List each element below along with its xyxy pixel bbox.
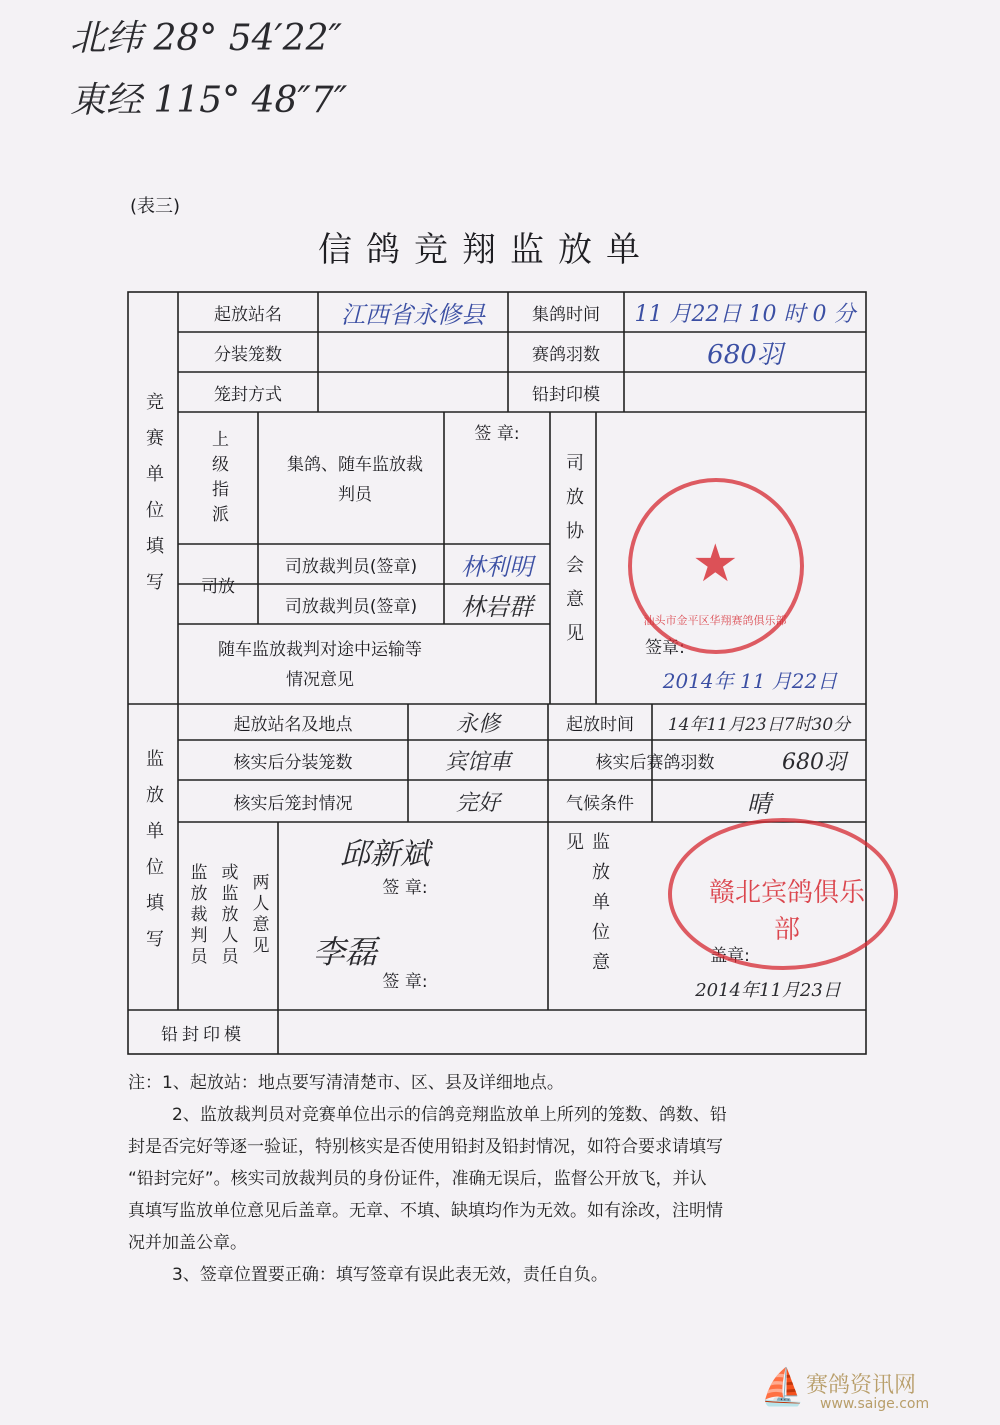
section2-side-label: 监放单位填写	[143, 749, 164, 965]
launch-station-value: 江西省永修县	[341, 300, 485, 329]
verified-seal-label: 核实后笼封情况	[233, 793, 353, 814]
release-referee-signature-1: 林利明	[461, 552, 533, 581]
verified-pigeon-label: 核实后赛鸽羽数	[595, 752, 715, 773]
supervisor-signature-2: 李磊	[312, 933, 377, 971]
note-5: 真填写监放单位意见后盖章。无章、不填、缺填均作为无效。如有涂改，注明情	[128, 1201, 723, 1221]
cage-count-label: 分装笼数	[214, 344, 282, 365]
section1-side-label: 竞赛单位填写	[143, 392, 164, 608]
verified-cage-value: 宾馆車	[444, 749, 511, 775]
note-3: 封是否完好等逐一验证，特别核实是否使用铅封及铅封情况，如符合要求请填写	[128, 1137, 723, 1157]
supervisor-signature-1: 邱新斌	[340, 837, 430, 872]
bottom-seal-label: 铅封印模	[161, 1024, 245, 1045]
sign-label-4: 签 章:	[382, 971, 428, 992]
note-4: “铅封完好”。核实司放裁判员的身份证件，准确无误后，监督公开放飞，并认	[128, 1169, 707, 1189]
release-time-value: 14年11月23日7时30分	[667, 714, 851, 735]
gather-time-value: 11 月22日 10 时 0 分	[634, 301, 856, 327]
seal-method-label: 笼封方式	[214, 384, 282, 405]
escort-referee-label: 集鸽、随车监放裁判员	[287, 455, 423, 505]
superior-assign-text: 上级指派	[208, 430, 228, 530]
weather-value: 晴	[747, 789, 771, 818]
note-7: 3、签章位置要正确：填写签章有误此表无效，责任自负。	[172, 1265, 608, 1285]
club-stamp-1: ★ 汕头市金平区华翔赛鸽俱乐部	[628, 478, 804, 654]
note-2: 2、监放裁判员对竞赛单位出示的信鸽竞翔监放单上所列的笼数、鸽数、铅	[172, 1105, 727, 1125]
watermark-logo: ⛵	[760, 1367, 805, 1408]
pigeon-count-value: 680羽	[707, 339, 783, 370]
release-unit-label: 司放	[201, 576, 235, 597]
release-site-value: 永修	[455, 711, 500, 737]
weather-label: 气候条件	[566, 793, 634, 814]
supervision-opinion-label: 监放单位意见	[563, 832, 610, 982]
supervisor-label-2: 或监放人员	[217, 862, 238, 968]
sign-label-1: 签 章:	[474, 423, 520, 444]
section1-date: 2014年 11 月22日	[662, 668, 838, 693]
sign-label-2: 签章:	[645, 637, 685, 658]
watermark-url: www.saige.com	[820, 1396, 930, 1412]
sign-label-3: 签 章:	[382, 877, 428, 898]
supervisor-label	[180, 840, 276, 990]
note-1: 注：1、起放站：地点要写清清楚市、区、县及详细地点。	[128, 1073, 564, 1093]
verified-cage-label: 核实后分装笼数	[233, 752, 353, 773]
latitude-note: 北纬 28° 54′22″	[70, 18, 342, 59]
release-referee-signature-2: 林岩群	[461, 592, 533, 621]
seal-label: 盖章:	[710, 945, 750, 966]
club-stamp-1-text: 汕头市金平区华翔赛鸽俱乐部	[643, 614, 787, 627]
watermark-name: 赛鸽资讯网	[806, 1373, 917, 1398]
release-association-opinion-label: 司放协会意见	[563, 453, 584, 657]
page-title: 信鸽竞翔监放单	[318, 230, 654, 270]
release-time-label: 起放时间	[566, 714, 634, 735]
supervisor-label-3: 两人意见	[248, 873, 269, 957]
release-referee-label-2: 司放裁判员(签章)	[284, 596, 418, 617]
release-site-label: 起放站名及地点	[233, 714, 353, 735]
superior-assign-label	[180, 420, 256, 540]
supervisor-label-1: 监放裁判员	[186, 862, 207, 968]
section2-date: 2014年11月23日	[695, 980, 841, 1001]
gather-time-label: 集鸽时间	[532, 304, 600, 325]
pigeon-count-label: 赛鸽羽数	[532, 344, 600, 365]
note-6: 况并加盖公章。	[128, 1233, 247, 1253]
club-stamp-2-text: 赣北宾鸽俱乐部	[708, 878, 865, 945]
form-number: (表三)	[130, 196, 181, 217]
launch-station-label: 起放站名	[214, 304, 282, 325]
lead-seal-label: 铅封印模	[532, 384, 600, 405]
longitude-note: 東经 115° 48″7″	[70, 80, 348, 121]
club-stamp-2	[668, 818, 898, 970]
escort-opinion-label: 随车监放裁判对途中运输等情况意见	[218, 640, 422, 690]
verified-seal-value: 完好	[455, 790, 500, 816]
release-referee-label-1: 司放裁判员(签章)	[284, 556, 418, 577]
verified-pigeon-value: 680羽	[782, 749, 846, 775]
